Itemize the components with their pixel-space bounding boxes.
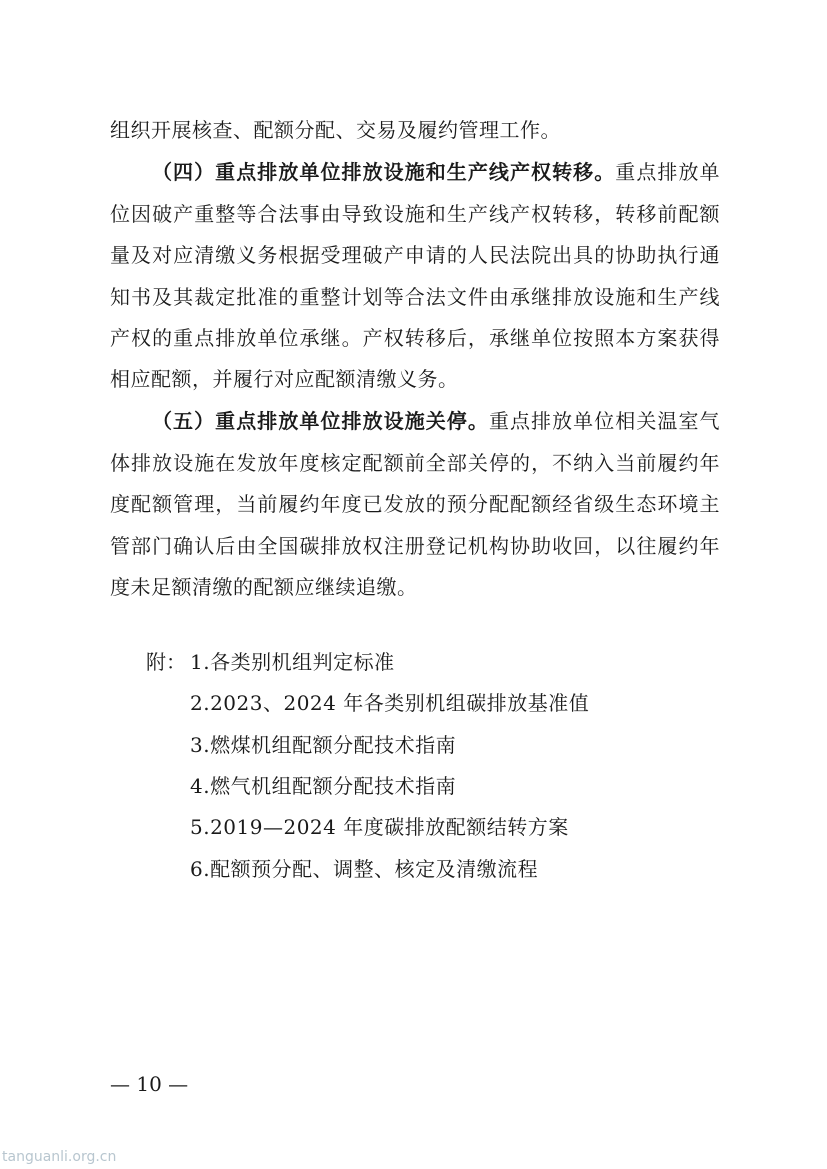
paragraph-text: 体排放设施在发放年度核定配额前全部关停的，不纳入当前履约年 [110, 451, 720, 475]
paragraph-line [110, 326, 720, 350]
paragraph-line [110, 285, 720, 309]
paragraph-text: 量及对应清缴义务根据受理破产申请的人民法院出具的协助执行通 [110, 243, 720, 267]
paragraph-text: 知书及其裁定批准的重整计划等合法文件由承继排放设施和生产线 [110, 285, 720, 309]
paragraph-text: 组织开展核查、配额分配、交易及履约管理工作。 [110, 118, 561, 142]
site-watermark: tanguanli.org.cn [2, 1149, 117, 1165]
attachment-item: 4.燃气机组配额分配技术指南 [190, 774, 457, 798]
paragraph-text: 产权的重点排放单位承继。产权转移后，承继单位按照本方案获得 [110, 326, 720, 350]
paragraph-text: 度配额管理，当前履约年度已发放的预分配配额经省级生态环境主 [110, 492, 720, 516]
paragraph-text: 重点排放单位相关温室气 [488, 409, 721, 433]
page-number: — 10 — [110, 1072, 189, 1096]
paragraph-line [110, 492, 720, 516]
attachment-item: 6.配额预分配、调整、核定及清缴流程 [190, 857, 539, 881]
paragraph-text: 重点排放单 [615, 160, 721, 184]
paragraph-text: 度未足额清缴的配额应继续追缴。 [110, 575, 418, 599]
attachments-label: 附： [146, 650, 186, 674]
attachment-item: 5.2019—2024 年度碳排放配额结转方案 [190, 815, 569, 839]
paragraph-text: 管部门确认后由全国碳排放权注册登记机构协助收回，以往履约年 [110, 534, 720, 558]
attachment-item: 3.燃煤机组配额分配技术指南 [190, 733, 457, 757]
section-5-first-line [152, 409, 720, 433]
paragraph-line [110, 367, 459, 391]
attachment-item: 2.2023、2024 年各类别机组碳排放基准值 [190, 691, 590, 715]
paragraph-line [110, 243, 720, 267]
paragraph-text: 相应配额，并履行对应配额清缴义务。 [110, 367, 459, 391]
attachment-item: 1.各类别机组判定标准 [190, 650, 395, 674]
paragraph-line [110, 202, 720, 226]
section-5-heading: （五）重点排放单位排放设施关停。 [152, 409, 489, 433]
section-4-first-line [152, 160, 720, 184]
paragraph-line [110, 451, 720, 475]
paragraph-text: 位因破产重整等合法事由导致设施和生产线产权转移，转移前配额 [110, 202, 720, 226]
paragraph-line [110, 118, 561, 142]
section-4-heading: （四）重点排放单位排放设施和生产线产权转移。 [152, 160, 616, 184]
paragraph-line [110, 575, 418, 599]
paragraph-line [110, 534, 720, 558]
